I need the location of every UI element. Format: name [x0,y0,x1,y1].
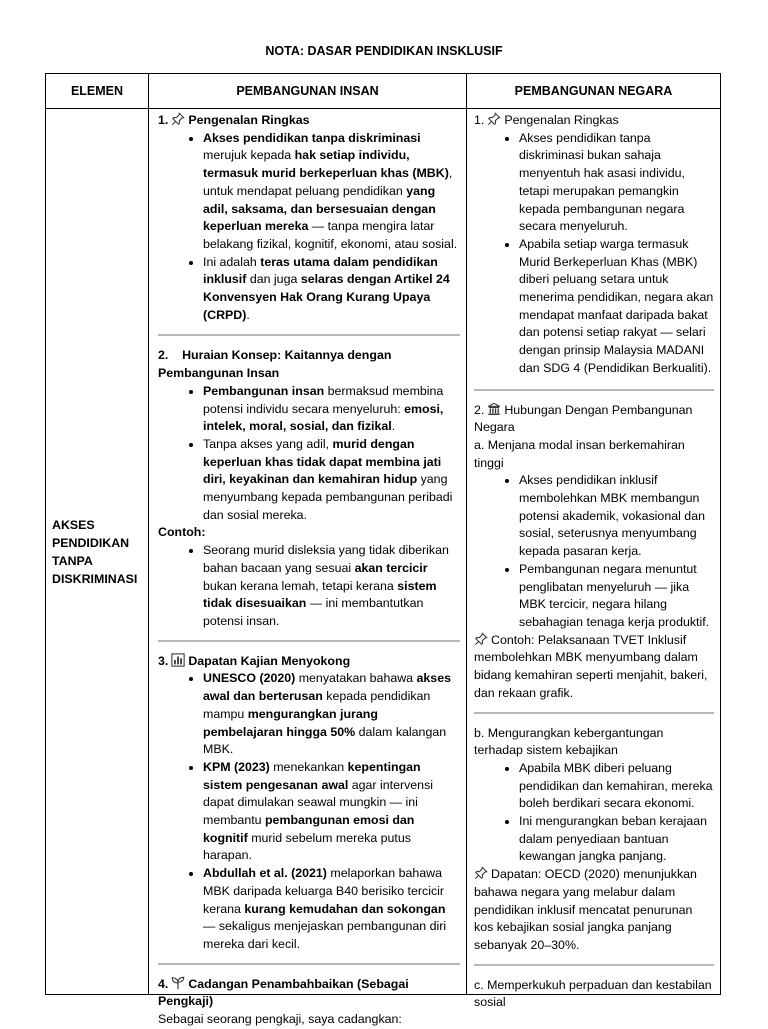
insan-section-3-heading: 3. Dapatan Kajian Menyokong [158,653,351,668]
list-item: • KPM (2023) menekankan kepentingan sistem pengesanan awal agar intervensi dapat dimulakan seawal mungkin — ini membantu pembangunan emosi dan kognitif murid sebelum mereka putus harapan. [203,759,460,865]
pushpin-icon [474,866,488,880]
insan-column [149,109,467,1027]
contoh-note: Contoh: Pelaksanaan TVET Inklusif membolehkan MBK menyumbang dalam bidang kemahiran seperti menjahit, bakeri, dan rekaan grafik. [474,632,708,700]
list-item: • Seorang murid disleksia yang tidak diberikan bahan bacaan yang sesuai akan tercicir bukan kerana lemah, tetapi kerana sistem tidak disesuaikan — ini membantutkan potensi insan. [203,542,460,631]
header-elemen: ELEMEN [46,74,149,109]
seedling-icon [171,976,185,990]
insan-section-1-heading: 1. Pengenalan Ringkas [158,113,310,127]
negara-section-2-heading: 2. Hubungan Dengan Pembangunan Negara [474,402,693,435]
list-item: • Tanpa akses yang adil, murid dengan keperluan khas tidak dapat membina jati diri, keyakinan dan kemahiran hidup yang menyumbang kepada pembangunan peribadi dan sosial mereka. [203,436,460,525]
pushpin-icon [171,112,185,126]
list-item: • Ini mengurangkan beban kerajaan dalam penyediaan bantuan kewangan jangka panjang. [519,813,714,866]
insan-section-4-heading: 4. Cadangan Penambahbaikan (Sebagai Pengkaji) [158,976,409,1009]
list-item: • Ini adalah teras utama dalam pendidikan inklusif dan juga selaras dengan Artikel 24 Konvensyen Hak Orang Kurang Upaya (CRPD). [203,254,460,325]
subheading-c: c. Memperkukuh perpaduan dan kestabilan sosial [474,977,712,1010]
section-divider [474,712,714,714]
list-item: • Apabila setiap warga termasuk Murid Berkeperluan Khas (MBK) diberi peluang setara untuk menerima pendidikan, negara akan mendapat manfaat daripada bakat dan potensi setiap rakyat — selari dengan prinsip Malaysia MADANI dan SDG 4 (Pendidikan Berkualiti). [519,236,714,378]
list-item: • UNESCO (2020) menyatakan bahawa akses awal dan berterusan kepada pendidikan mampu mengurangkan jurang pembelajaran hingga 50% dalam kalangan MBK. [203,670,460,759]
page-title: NOTA: DASAR PENDIDIKAN INSKLUSIF [265,44,503,58]
section-divider [158,963,460,965]
list-item: • Apabila MBK diberi peluang pendidikan dan kemahiran, mereka boleh berdikari secara ekonomi. [519,760,714,813]
bar-chart-icon [171,653,185,667]
section-divider [158,640,460,642]
section-divider [158,334,460,336]
negara-section-1-heading: 1. Pengenalan Ringkas [474,113,619,127]
elemen-label: AKSES PENDIDIKAN TANPA DISKRIMINASI [46,109,149,995]
subheading-b: b. Mengurangkan kebergantungan terhadap sistem kebajikan [474,725,664,758]
insan-section-4-intro: Sebagai seorang pengkaji, saya cadangkan: [158,1012,402,1027]
insan-section-2-heading: 2. Huraian Konsep: Kaitannya dengan Pembangunan Insan [158,348,395,381]
header-pembangunan-insan: PEMBANGUNAN INSAN [149,74,467,109]
list-item: • Pembangunan insan bermaksud membina potensi individu secara menyeluruh: emosi, intelek, moral, sosial, dan fizikal. [203,383,460,436]
dapatan-note: Dapatan: OECD (2020) menunjukkan bahawa negara yang melabur dalam pendidikan inklusif mencatat penurunan kos kebajikan sosial jangka panjang sebanyak 20–30%. [474,867,697,952]
section-divider [474,964,714,966]
header-row [46,74,721,109]
contoh-label: Contoh: [158,525,206,540]
building-icon [487,402,501,416]
content-row [46,109,721,995]
list-item: • Abdullah et al. (2021) melaporkan bahawa MBK daripada keluarga B40 berisiko tercicir kerana kurang kemudahan dan sokongan — sekaligus menjejaskan pembangunan diri mereka dari kecil. [203,865,460,954]
list-item: • Akses pendidikan inklusif membolehkan MBK membangun potensi akademik, vokasional dan sosial, seterusnya menyumbang kepada pasaran kerja. [519,472,714,561]
pushpin-icon [474,632,488,646]
header-pembangunan-negara: PEMBANGUNAN NEGARA [467,74,721,109]
subheading-a: a. Menjana modal insan berkemahiran tinggi [474,437,685,470]
list-item: • Akses pendidikan tanpa diskriminasi merujuk kepada hak setiap individu, termasuk murid berkeperluan khas (MBK), untuk mendapat peluang pendidikan yang adil, saksama, dan bersesuaian dengan keperluan mereka — tanpa mengira latar belakang fizikal, kognitif, ekonomi, atau sosial. [203,130,460,254]
negara-column [467,109,721,1010]
list-item: • Pembangunan negara menuntut penglibatan menyeluruh — jika MBK tercicir, negara hilang sebahagian tenaga kerja produktif. [519,561,714,632]
notes-table [45,73,721,1027]
pushpin-icon [487,112,501,126]
section-divider [474,389,714,391]
list-item: • Akses pendidikan tanpa diskriminasi bukan sahaja menyentuh hak asasi individu, tetapi merupakan pemangkin kepada pembangunan negara secara menyeluruh. [519,130,714,236]
